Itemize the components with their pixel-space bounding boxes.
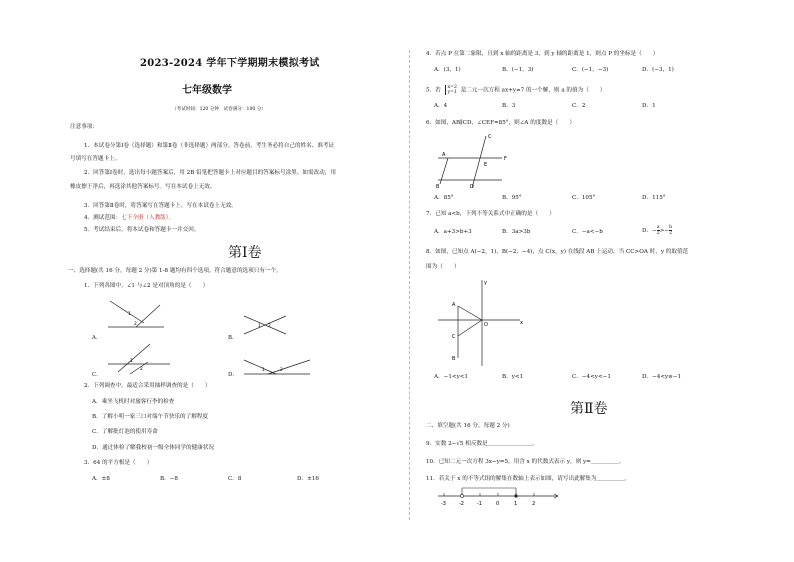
svg-text:2: 2: [280, 368, 283, 373]
q7-option-b: B．3a>3b: [502, 229, 531, 235]
q7-frac-a-num: a: [656, 225, 660, 230]
notice-line-7: 5．考试结束后，将本试卷和答题卡一并交回。: [84, 227, 200, 233]
q5-option-a: A．4: [434, 103, 448, 109]
q3-stem: 3．64 的平方根是（ ）: [84, 460, 153, 466]
numline-label-0: 0: [496, 501, 500, 507]
q8-label-c: C: [452, 334, 456, 340]
section2-title: 二、填空题(共 16 分，每题 2 分): [426, 423, 510, 429]
q11-stem: 11．若关于 x 的不等式组的解集在数轴上表示如图，请写出此解集为＿＿＿＿＿。: [426, 476, 631, 482]
q8-option-d: D．−4<y≤−1: [642, 374, 682, 380]
svg-text:1: 1: [262, 368, 265, 373]
q3-option-b: B．−8: [160, 476, 178, 482]
q1-option-d: D．: [228, 372, 238, 378]
q6-label-b: B: [436, 184, 440, 190]
notice-line-6: [84, 215, 174, 222]
q8-option-b: B．y<1: [502, 374, 524, 380]
q8-option-c: C．−4<y<−1: [572, 374, 611, 380]
q7-option-d-label: D．: [642, 228, 653, 234]
q6-figure: [432, 130, 522, 192]
q5-option-b: B．3: [502, 103, 516, 109]
q2-option-a: A．乘坐飞机时对旅客行李的检查: [92, 399, 175, 405]
numline-label-m3: -3: [441, 501, 446, 507]
notice-scope-label: 4．测试范围：: [84, 215, 122, 221]
svg-text:1: 1: [258, 324, 261, 329]
q3-option-a: A．±8: [92, 476, 110, 482]
q5-option-c: C．2: [572, 103, 586, 109]
numline-label-1: 1: [514, 501, 518, 507]
q8-figure: [432, 276, 532, 368]
q7-frac-a: [657, 225, 660, 236]
q2-option-d: D．通过体检了解我校初一级全体同学的健康状况: [92, 445, 214, 451]
q5-stem: [426, 85, 606, 95]
notice-heading: 注意事项：: [70, 124, 98, 130]
q6-option-b: B．95°: [502, 195, 522, 201]
q8-stem-2: 围为（ ）: [426, 264, 460, 270]
q7-option-d: D．− $\frac{a}{2}$ >− $\frac{b}{2}$: [642, 225, 673, 236]
q8-label-x: x: [520, 320, 523, 326]
notice-line-5: 3．回答第Ⅱ卷时，将答案写在答题卡上。写在本试卷上无效。: [84, 203, 237, 209]
q7-frac-a-den: 2: [656, 231, 660, 236]
q2-option-c: C．了解批灯泡的使用寿命: [92, 429, 158, 435]
q5-stem-prefix: 5．若: [426, 87, 441, 94]
part1-label: 第Ⅰ卷: [228, 245, 262, 261]
notice-line-4: 橡皮擦干净后，再选涂其他答案标号。写在本试卷上无效。: [70, 184, 216, 190]
notice-line-1: 1．本试卷分第Ⅰ卷（选择题）和第Ⅱ卷（非选择题）两部分。答卷前，考生务必将自己的姓名、准考证: [84, 143, 335, 149]
q1-option-b: B．: [228, 335, 238, 341]
notice-line-2: 号填写在答题卡上。: [70, 156, 121, 162]
q2-stem: 2．下列调查中，最适合采用抽样调查的是（ ）: [84, 383, 211, 389]
q7-frac-b: [669, 225, 672, 236]
q9-stem: 9．实数 2−√5 相反数是＿＿＿＿＿＿＿＿。: [426, 441, 538, 447]
svg-text:1: 1: [128, 312, 131, 317]
exam-subject: 七年级数学: [182, 85, 232, 96]
svg-text:2: 2: [268, 324, 271, 329]
svg-text:2: 2: [140, 367, 143, 372]
q7-stem: 7．已知 a<b，下列不等关系式中正确的是（ ）: [426, 211, 555, 217]
notice-line-3: 2．回答第Ⅰ卷时，选出每小题答案后，用 2B 铅笔把答题卡上对应题目的答案标号涂黑。如需改动，用: [84, 170, 336, 176]
q1-option-a: A．: [92, 335, 102, 341]
q5-stem-suffix: 是二元一次方程 ax+y=7 的一个解，则 a 的值为（ ）: [460, 87, 606, 94]
exam-meta: （考试时间：120 分钟 试卷满分：100 分）: [172, 107, 266, 112]
q6-option-c: C．105°: [572, 195, 596, 201]
q1-figure-d: [240, 356, 314, 378]
q5-system-top: x=2: [447, 85, 457, 90]
q8-label-b: B: [452, 356, 456, 362]
q5-system: [445, 85, 457, 95]
part2-label: 第Ⅱ卷: [570, 401, 608, 417]
q2-option-b: B．了解小明一家三口对端午节快乐的了解程度: [92, 414, 208, 420]
right-column: [410, 0, 794, 562]
notice-scope-value: 七下全册（人教版）。: [121, 215, 175, 221]
numline-label-m2: -2: [459, 501, 464, 507]
q5-system-bottom: y=1: [447, 90, 457, 95]
q8-label-o: O: [484, 322, 488, 328]
q4-option-b: B．(−1，3): [502, 67, 534, 73]
q3-option-c: C．8: [228, 476, 242, 482]
q3-option-d: D．±16: [297, 476, 319, 482]
q6-label-e: E: [484, 162, 488, 168]
q5-option-d: D．1: [642, 103, 656, 109]
q8-label-a: A: [452, 302, 456, 308]
q7-option-c: C．−a<−b: [572, 229, 603, 235]
q4-option-c: C．(−1，−3): [572, 67, 609, 73]
q7-option-a: A．a+3>b+3: [434, 229, 472, 235]
q1-stem: 1．下列各图中，∠1 与∠2 是对顶角的是（ ）: [84, 283, 209, 289]
q8-stem: 8．如图，已知点 A(−2，1)，B(−2，−4)，点 C(x，y) 在线段 AB 上运动，当 CC>OA 时，y 的取值范: [426, 249, 689, 255]
q6-label-f: F: [504, 156, 507, 162]
q6-option-a: A．85°: [434, 195, 454, 201]
exam-title: 2023-2024 学年下学期期末模拟考试: [140, 58, 320, 69]
section1-title: 一、选择题(共 16 分，每题 2 分)第 1-8 题均有四个选项，符合题意的选项只有一个。: [68, 268, 282, 274]
q7-frac-b-num: b: [669, 225, 673, 230]
q1-figure-b: [238, 310, 290, 340]
q8-label-y: y: [484, 280, 487, 286]
svg-text:1: 1: [130, 359, 133, 364]
q6-option-d: D．115°: [642, 195, 666, 201]
svg-text:2: 2: [134, 322, 137, 327]
q4-option-a: A．(3，1): [434, 67, 461, 73]
numline-label-m1: -1: [477, 501, 482, 507]
q8-option-a: A．−1<y<1: [434, 374, 468, 380]
q6-label-d: D: [470, 184, 474, 190]
q6-label-c: C: [488, 134, 492, 140]
q1-figure-c: [104, 340, 174, 378]
q6-stem: 6．如图，AB∥CD，∠CEF=85°，则∠A 的度数是（ ）: [426, 120, 576, 126]
q6-label-a: A: [442, 152, 446, 158]
q11-number-line: [434, 484, 564, 508]
numline-label-2: 2: [532, 501, 536, 507]
q4-stem: 4．若点 P 在第二象限，且到 x 轴的距离是 3，到 y 轴的距离是 1，则点 P 的坐标是（ ）: [426, 51, 659, 57]
q4-option-d: D．(−3，1): [642, 67, 674, 73]
q1-option-c: C．: [92, 372, 102, 378]
q10-stem: 10．已知二元一次方程 3x−y=5，用含 x 的代数式表示 y，则 y=＿＿＿＿＿。: [426, 459, 625, 465]
q1-figure-a: [104, 297, 166, 339]
q7-frac-b-den: 2: [669, 231, 673, 236]
